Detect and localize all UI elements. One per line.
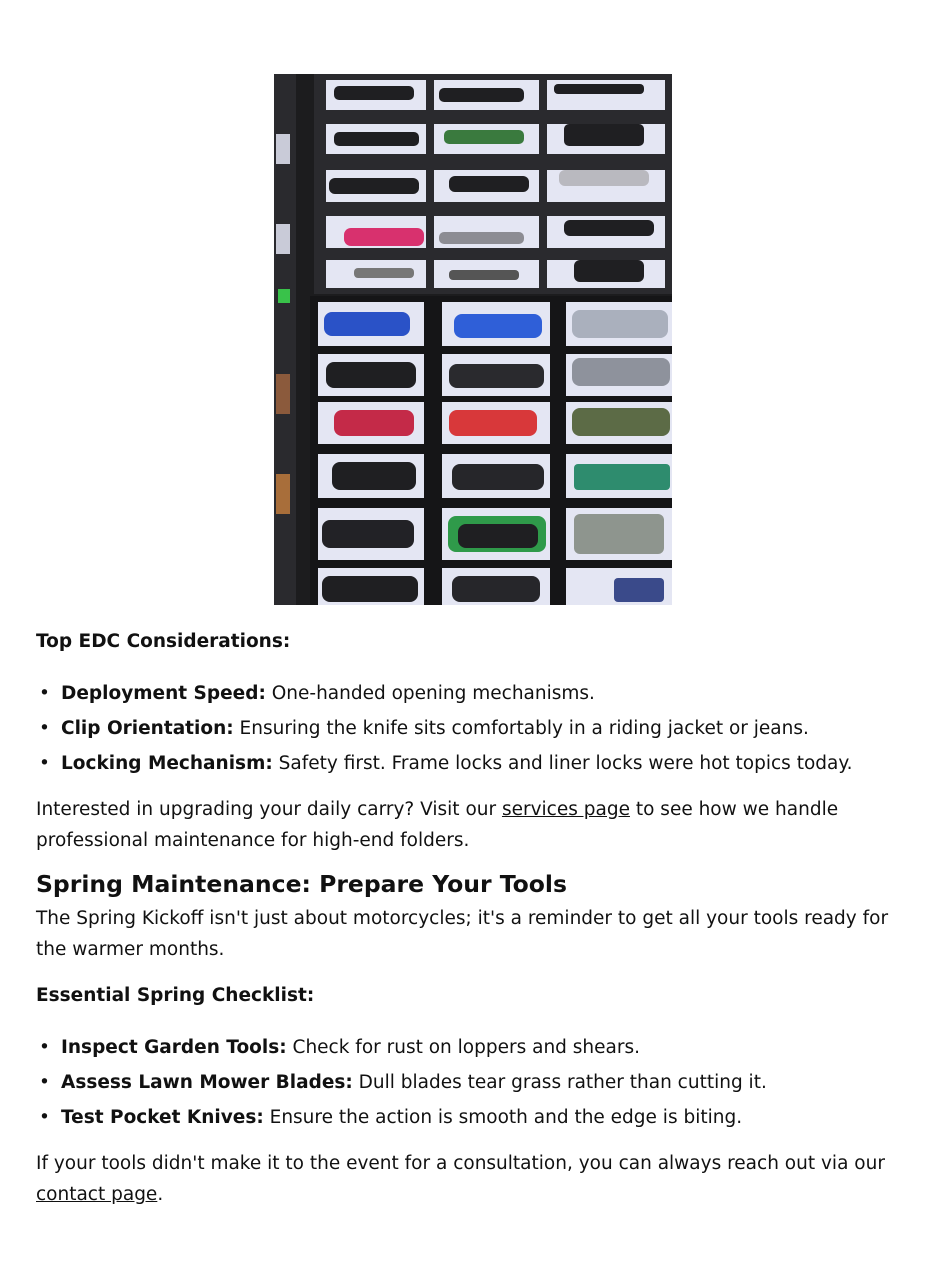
- edc-heading: Top EDC Considerations:: [36, 631, 291, 652]
- list-item: [36, 1065, 916, 1100]
- list-item: [36, 1100, 916, 1135]
- spring-checklist: [36, 1030, 916, 1135]
- item-text: Ensuring the knife sits comfortably in a riding jacket or jeans.: [233, 718, 809, 739]
- item-text: Dull blades tear grass rather than cutting it.: [352, 1072, 767, 1093]
- knife-display-image: [274, 74, 672, 605]
- item-head: Inspect Garden Tools:: [61, 1037, 287, 1058]
- item-head: Test Pocket Knives:: [61, 1107, 264, 1128]
- item-text: Ensure the action is smooth and the edge is biting.: [263, 1107, 743, 1128]
- upgrade-paragraph: [36, 794, 916, 856]
- checklist-heading: Essential Spring Checklist:: [36, 985, 315, 1006]
- item-head: Clip Orientation:: [61, 718, 234, 739]
- item-head: Locking Mechanism:: [61, 753, 273, 774]
- services-page-link[interactable]: services page: [501, 799, 630, 820]
- spring-section-title: Spring Maintenance: Prepare Your Tools: [36, 870, 567, 898]
- contact-page-link[interactable]: contact page: [36, 1184, 158, 1205]
- spring-intro: The Spring Kickoff isn't just about motorcycles; it's a reminder to get all your tools ready for the warmer months.: [36, 908, 889, 960]
- upgrade-text-before: Interested in upgrading your daily carry? Visit our: [36, 799, 502, 820]
- upgrade-text-after: to see how we handle professional maintenance for high-end folders.: [36, 799, 839, 851]
- list-item: [36, 1030, 916, 1065]
- contact-paragraph: [36, 1148, 916, 1210]
- item-text: Check for rust on loppers and shears.: [286, 1037, 641, 1058]
- edc-list: [36, 676, 916, 781]
- item-head: Assess Lawn Mower Blades:: [61, 1072, 353, 1093]
- list-item: [36, 711, 916, 746]
- item-text: Safety first. Frame locks and liner locks were hot topics today.: [272, 753, 853, 774]
- item-text: One-handed opening mechanisms.: [265, 683, 595, 704]
- contact-text-before: If your tools didn't make it to the event for a consultation, you can always reach out via our: [36, 1153, 885, 1174]
- list-item: [36, 676, 916, 711]
- item-head: Deployment Speed:: [61, 683, 266, 704]
- contact-text-after: .: [157, 1184, 164, 1205]
- knife-display-photo: [274, 74, 672, 605]
- article-content: [36, 628, 916, 1210]
- list-item: [36, 746, 916, 781]
